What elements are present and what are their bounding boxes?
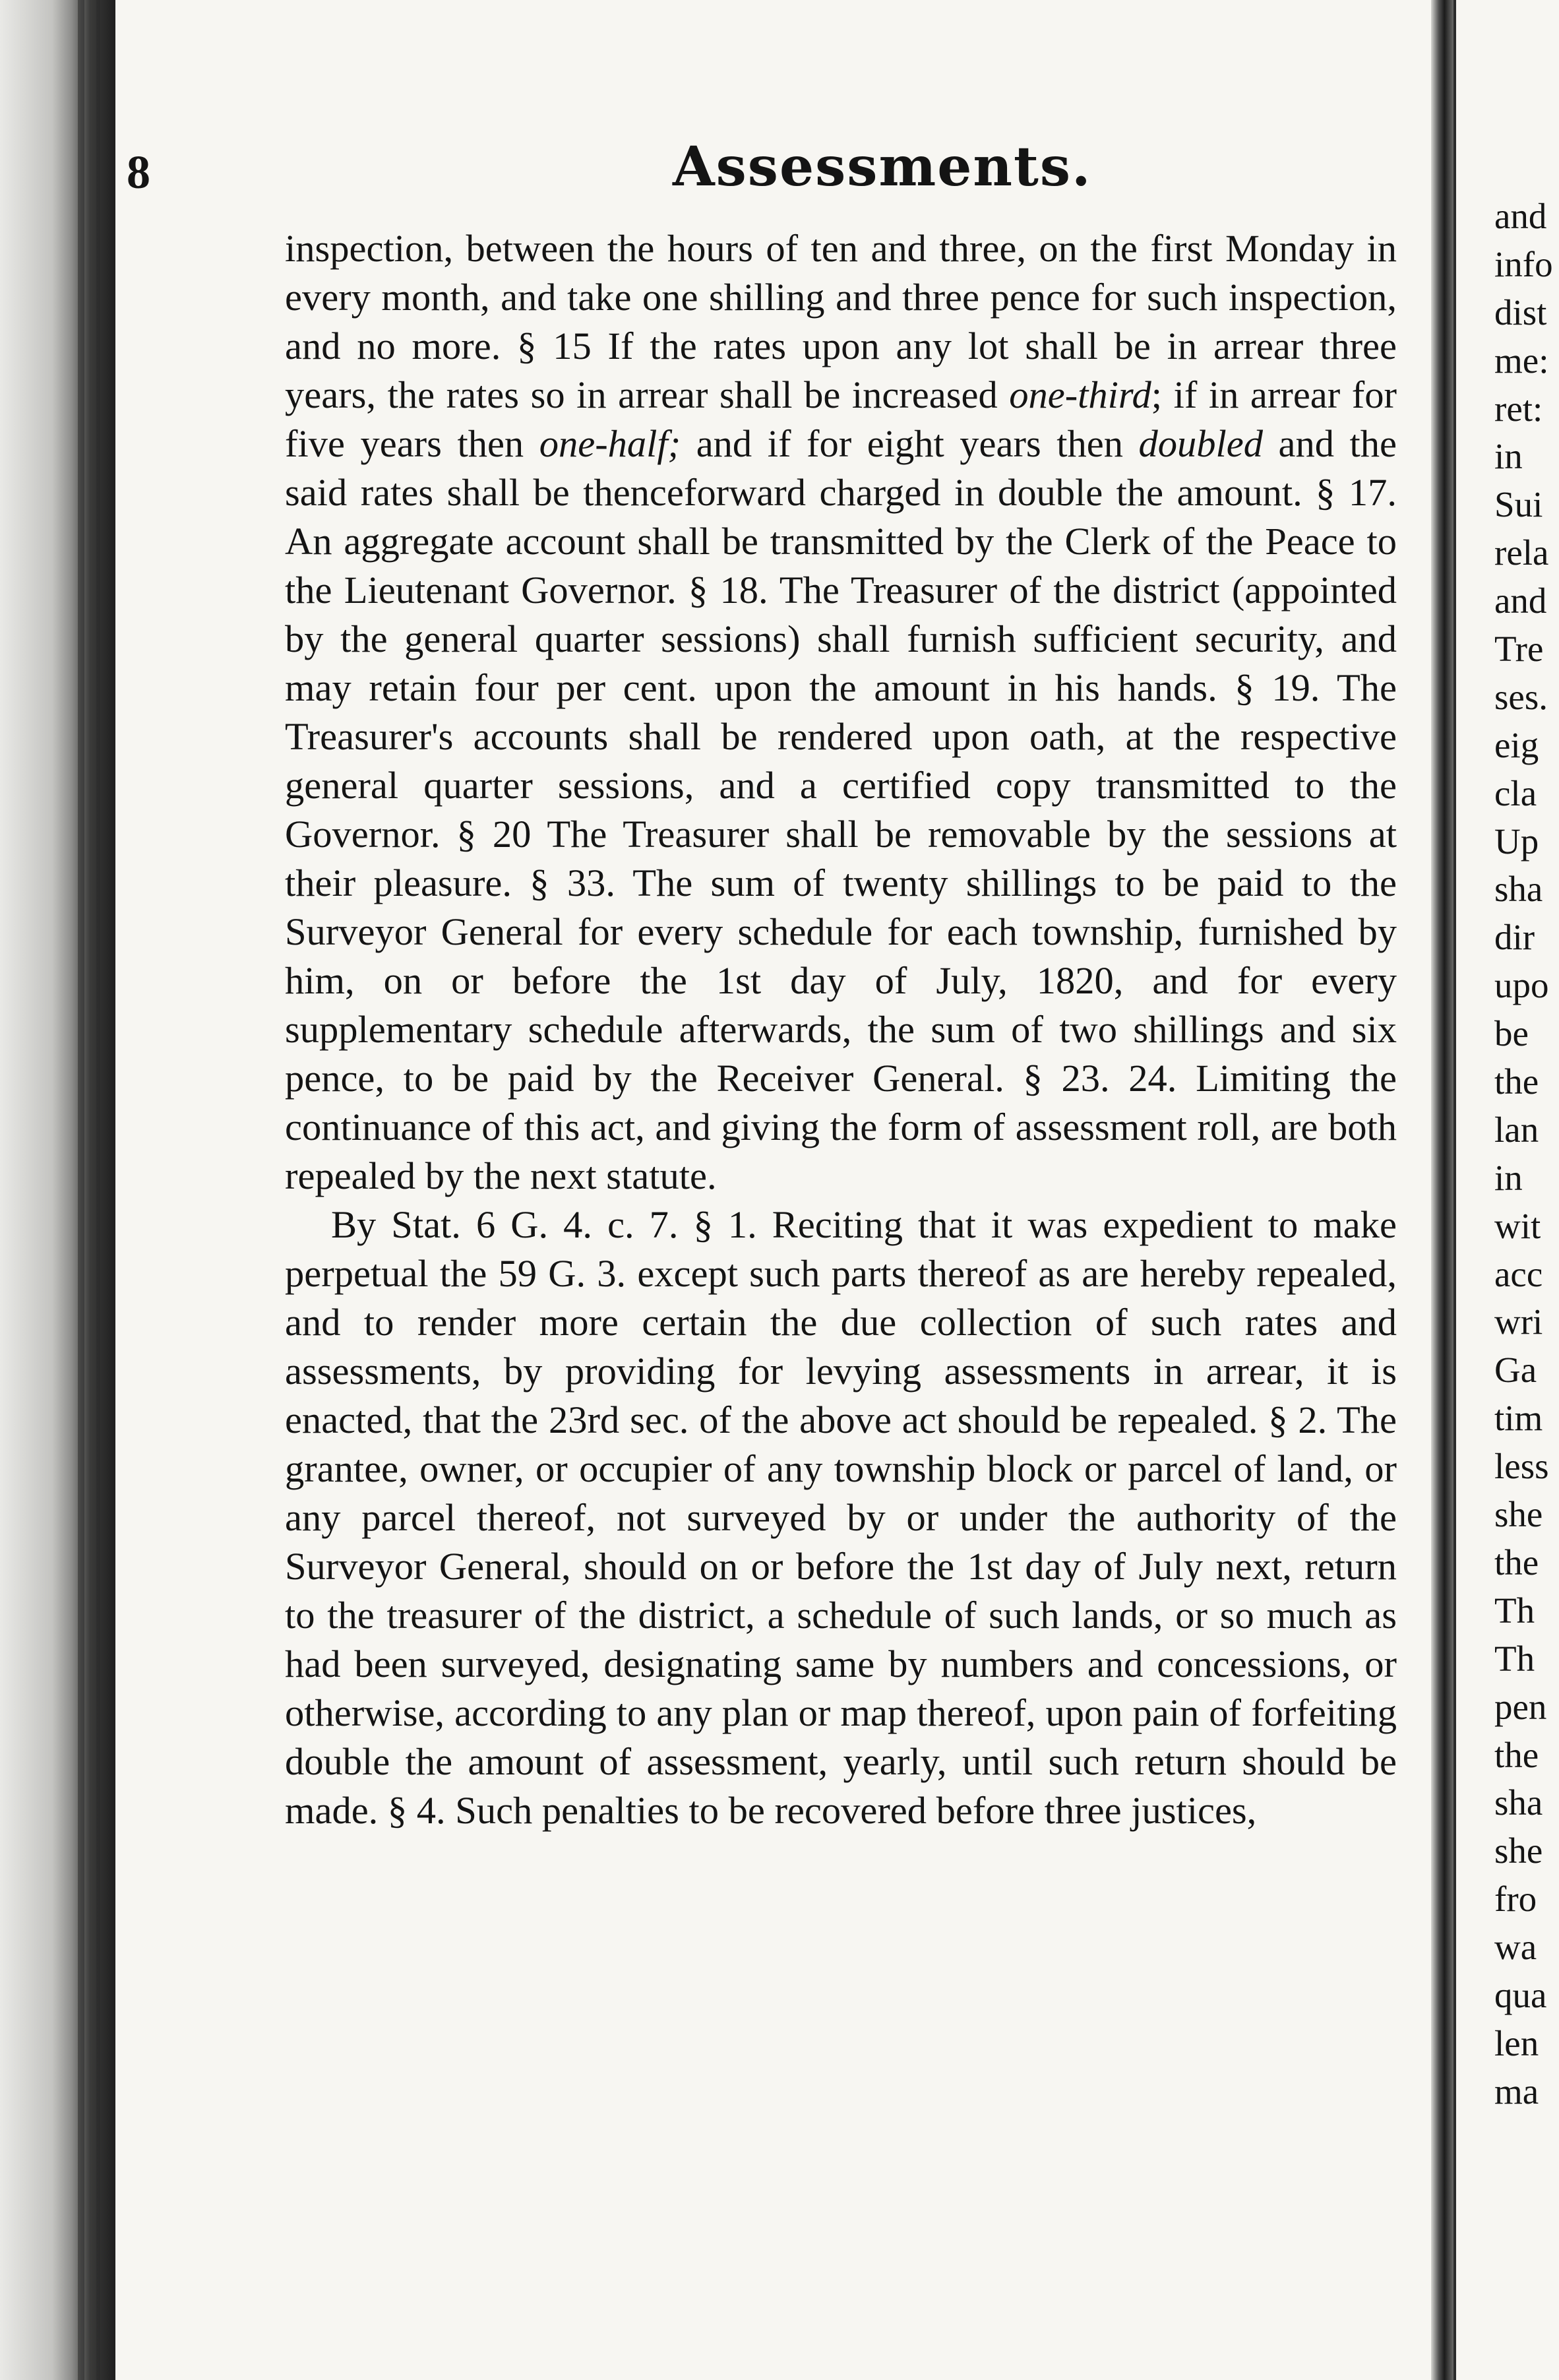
- facing-page-fragment: dist: [1494, 292, 1547, 332]
- facing-page-fragment: the: [1494, 1061, 1539, 1102]
- facing-page-fragment: she: [1494, 1494, 1543, 1535]
- italic-run: one-third: [1009, 373, 1151, 416]
- facing-page-fragment: ret:: [1494, 388, 1543, 429]
- page-number: 8: [127, 146, 150, 199]
- facing-page-fragment: less: [1494, 1446, 1549, 1487]
- facing-page-fragment: Sui: [1494, 484, 1543, 525]
- facing-page-fragment: Th: [1494, 1638, 1535, 1679]
- scan-left-margin: [0, 0, 115, 2380]
- facing-page-fragment: Ga: [1494, 1350, 1537, 1391]
- facing-page-fragment: info: [1494, 243, 1553, 284]
- facing-page-text: [1494, 193, 1559, 2116]
- running-head: Assessments.: [673, 135, 1092, 199]
- facing-page-fragment: ses.: [1494, 676, 1548, 717]
- text-run: and the said rates shall be thenceforward charged in double the amount. § 17. An aggregate account shall be transmitted by the Clerk of the Peace to the Lieutenant Governor. § 18. The Treasurer of the district (appointed by the general quarter sessions) shall furnish sufficient security, and may retain four per cent. upon the amount in his hands. § 19. The Treasurer's accounts shall be rendered upon oath, at the respective general quarter sessions, and a certified copy transmitted to the Governor. § 20 The Treasurer shall be removable by the sessions at their pleasure. § 33. The sum of twenty shillings to be paid to the Surveyor General for every schedule for each township, furnished by him, on or before the 1st day of July, 1820, and for every supplementary schedule afterwards, the sum of two shillings and six pence, to be paid by the Receiver General. § 23. 24. Limiting the continuance of this act, and giving the form of assessment roll, are both repealed by the next statute.: [285, 422, 1397, 1197]
- facing-page-fragment: ma: [1494, 2071, 1539, 2112]
- facing-page-fragment: upo: [1494, 965, 1549, 1006]
- facing-page-fragment: Up: [1494, 821, 1539, 861]
- facing-page-fragment: len: [1494, 2022, 1539, 2063]
- facing-page-fragment: the: [1494, 1734, 1539, 1775]
- facing-page-fragment: wa: [1494, 1927, 1537, 1968]
- facing-page-fragment: wit: [1494, 1205, 1541, 1246]
- facing-page-fragment: qua: [1494, 1974, 1547, 2015]
- facing-page-fragment: in: [1494, 436, 1523, 477]
- facing-page-fragment: pen: [1494, 1686, 1547, 1727]
- facing-page-fragment: sha: [1494, 869, 1543, 910]
- page-gutter: [1431, 0, 1453, 2380]
- facing-page-fragment: cla: [1494, 772, 1537, 813]
- facing-page-fragment: Tre: [1494, 629, 1544, 670]
- facing-page-fragment: acc: [1494, 1253, 1543, 1294]
- paragraph-1: [285, 224, 1397, 1201]
- text-run: and if for eight years then: [681, 422, 1139, 465]
- text-run: ; if in arrear for five years then: [285, 373, 1397, 465]
- facing-page-fragment: be: [1494, 1013, 1529, 1054]
- facing-page-fragment: me:: [1494, 340, 1549, 381]
- facing-page-fragment: eig: [1494, 724, 1539, 765]
- facing-page-edge: [1453, 0, 1456, 2380]
- facing-page-fragment: she: [1494, 1831, 1543, 1871]
- facing-page-fragment: and: [1494, 196, 1547, 236]
- paragraph-2: By Stat. 6 G. 4. c. 7. § 1. Reciting that it was expedient to make perpetual the 59 G. 3. except such parts thereof as are hereby repealed, and to render more certain the due collection of such rates and assessments, by providing for levying assessments in arrear, it is enacted, that the 23rd sec. of the above act should be repealed. § 2. The grantee, owner, or occupier of any township block or parcel of land, or any parcel thereof, not surveyed by or under the authority of the Surveyor General, should on or before the 1st day of July next, return to the treasurer of the district, a schedule of such lands, or so much as had been surveyed, designating same by numbers and concessions, or otherwise, according to any plan or map thereof, upon pain of forfeiting double the amount of assessment, yearly, until such return should be made. § 4. Such penalties to be recovered before three justices,: [285, 1203, 1397, 1832]
- facing-page-fragment: wri: [1494, 1301, 1543, 1342]
- binding-shadow: [96, 0, 100, 2380]
- facing-page-fragment: sha: [1494, 1782, 1543, 1823]
- facing-page-fragment: lan: [1494, 1109, 1539, 1150]
- facing-page-fragment: in: [1494, 1157, 1523, 1198]
- facing-page-fragment: Th: [1494, 1590, 1535, 1631]
- binding-shadow: [78, 0, 84, 2380]
- facing-page-fragment: and: [1494, 580, 1547, 621]
- text-run: inspection, between the hours of ten and three, on the first Monday in every month, and take one shilling and three pence for such inspection, and no more. § 15 If the rates upon any lot shall be in arrear three years, the rates so in arrear shall be increased: [285, 227, 1397, 416]
- facing-page-fragment: tim: [1494, 1398, 1543, 1439]
- body-text: [285, 224, 1397, 1835]
- italic-run: doubled: [1138, 422, 1263, 465]
- facing-page-fragment: rela: [1494, 532, 1549, 573]
- facing-page-fragment: the: [1494, 1542, 1539, 1582]
- facing-page-fragment: dir: [1494, 917, 1535, 958]
- italic-run: one-half;: [539, 422, 681, 465]
- facing-page-fragment: fro: [1494, 1879, 1537, 1920]
